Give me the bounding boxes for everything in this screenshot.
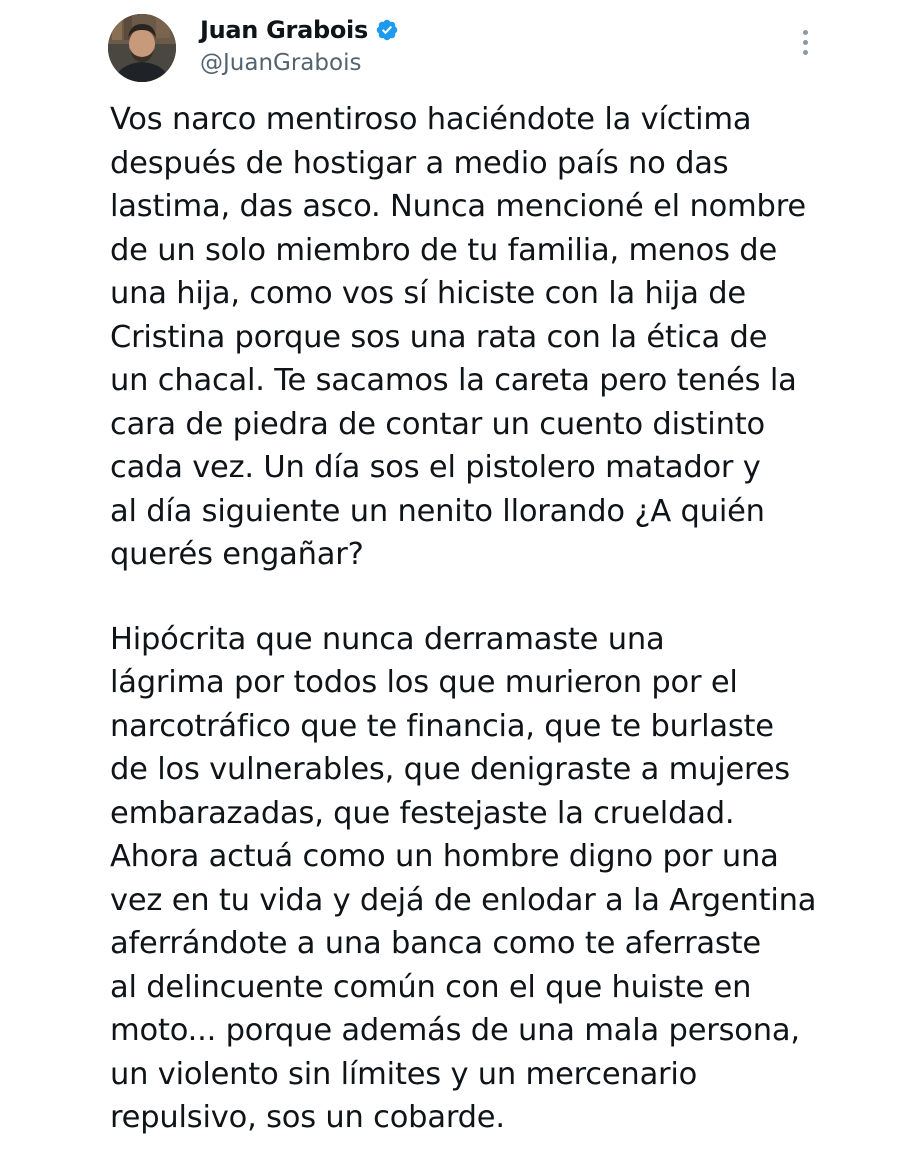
author-handle[interactable]: @JuanGrabois (200, 50, 362, 76)
tweet-paragraph-2 (110, 618, 890, 1140)
text-line: querés engañar? (110, 537, 364, 572)
text-line: lastima, das asco. Nunca mencioné el nombre (110, 189, 806, 224)
text-line: Hipócrita que nunca derramaste una (110, 621, 665, 657)
text-line: repulsivo, sos un cobarde. (110, 1100, 505, 1135)
author-display-name[interactable]: Juan Grabois (200, 16, 368, 44)
text-line: aferrándote a una banca como te aferraste (110, 926, 761, 961)
tweet-paragraph-1 (110, 98, 890, 577)
more-vertical-icon-dot-2 (803, 40, 808, 45)
text-line: embarazadas, que festejaste la crueldad. (110, 795, 735, 831)
text-line: Vos narco mentiroso haciéndote la víctima (110, 102, 752, 137)
more-vertical-icon-dot-3 (803, 50, 808, 55)
text-line: cara de piedra de contar un cuento distinto (110, 406, 765, 442)
verified-badge-icon (375, 18, 399, 42)
text-line: al delincuente común con el que huiste en (110, 969, 752, 1005)
text-line: vez en tu vida y dejá de enlodar a la Argentina (110, 882, 817, 918)
text-line: un violento sin límites y un mercenario (110, 1056, 698, 1092)
avatar[interactable] (108, 14, 176, 82)
text-line: una hija, como vos sí hiciste con la hija de (110, 276, 746, 311)
text-line: de un solo miembro de tu familia, menos de (110, 232, 778, 268)
text-line: cada vez. Un día sos el pistolero matador y (110, 450, 761, 485)
profile-photo-icon (108, 14, 176, 82)
more-options-button[interactable] (790, 22, 820, 62)
text-line: moto... porque además de una mala persona, (110, 1013, 800, 1048)
tweet-header (0, 0, 920, 100)
paragraph-spacer (110, 577, 890, 618)
tweet-text (110, 98, 890, 1140)
text-line: narcotráfico que te financia, que te burlaste (110, 708, 774, 744)
author-name-row (200, 13, 399, 47)
text-line: un chacal. Te sacamos la careta pero tenés la (110, 363, 797, 398)
text-line: después de hostigar a medio país no das (110, 145, 729, 181)
text-line: al día siguiente un nenito llorando ¿A quién (110, 493, 765, 529)
text-line: lágrima por todos los que murieron por el (110, 665, 738, 700)
text-line: Ahora actuá como un hombre digno por una (110, 839, 779, 874)
text-line: de los vulnerables, que denigraste a mujeres (110, 752, 790, 787)
more-vertical-icon (803, 30, 808, 35)
text-line: Cristina porque sos una rata con la ética de (110, 319, 768, 355)
